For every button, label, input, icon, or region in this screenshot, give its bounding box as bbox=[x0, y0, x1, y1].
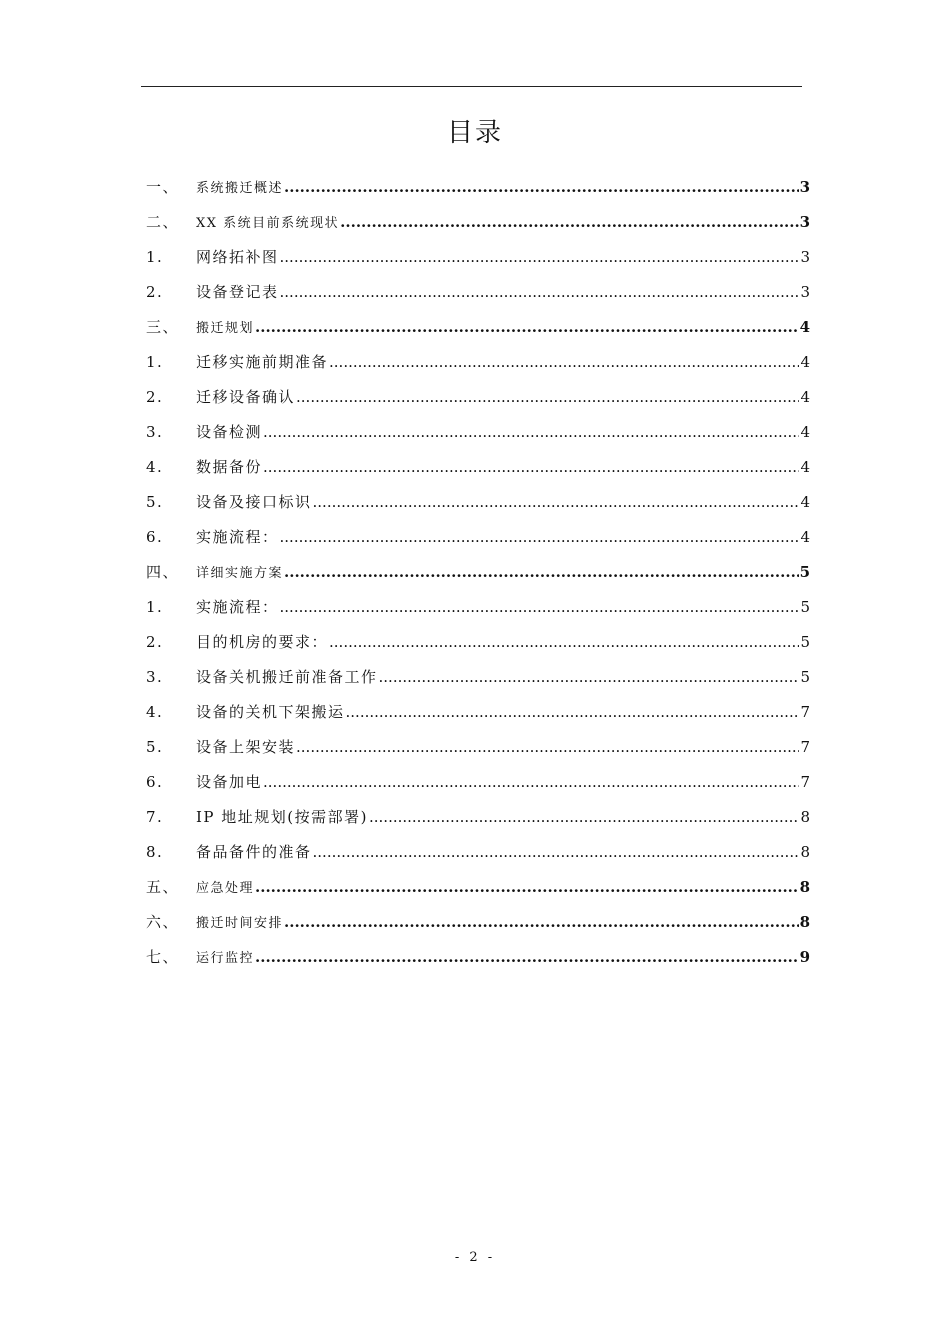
toc-entry[interactable] bbox=[146, 520, 810, 555]
toc-entry-number: 1. bbox=[146, 598, 164, 616]
toc-dot-leader bbox=[313, 485, 800, 520]
toc-dot-leader bbox=[369, 800, 799, 835]
toc-entry[interactable] bbox=[146, 275, 810, 310]
toc-dot-leader bbox=[284, 170, 799, 205]
toc-entry-number: 6. bbox=[146, 773, 164, 791]
toc-entry-text bbox=[196, 310, 810, 346]
toc-entry-number: 2. bbox=[146, 633, 164, 651]
toc-entry[interactable] bbox=[146, 590, 810, 625]
toc-entry-text bbox=[196, 380, 810, 415]
toc-entry[interactable] bbox=[146, 870, 810, 905]
toc-entry-label: 设备上架安装 bbox=[196, 738, 296, 756]
toc-entry[interactable] bbox=[146, 380, 810, 415]
toc-entry-label: 设备及接口标识 bbox=[196, 493, 312, 511]
toc-entry-label: 运行监控 bbox=[196, 951, 255, 966]
toc-entry-page-number: 5 bbox=[800, 633, 810, 651]
page-number-footer: - 2 - bbox=[454, 1250, 496, 1265]
toc-entry-label: 搬迁规划 bbox=[196, 321, 255, 336]
table-of-contents bbox=[146, 170, 810, 975]
toc-entry[interactable] bbox=[146, 415, 810, 450]
toc-entry-page-number: 7 bbox=[800, 703, 810, 721]
toc-entry-text bbox=[196, 415, 810, 450]
toc-dot-leader bbox=[263, 450, 799, 485]
toc-entry-text bbox=[196, 485, 810, 520]
toc-entry-text bbox=[196, 835, 810, 870]
toc-entry-number: 2. bbox=[146, 283, 164, 301]
toc-entry-page-number: 4 bbox=[800, 493, 810, 511]
toc-entry-label: 迁移设备确认 bbox=[196, 388, 296, 406]
toc-entry-label: 实施流程： bbox=[196, 598, 279, 616]
toc-entry-number: 6. bbox=[146, 528, 164, 546]
toc-entry-number: 4. bbox=[146, 703, 164, 721]
toc-entry-text bbox=[196, 660, 810, 695]
toc-dot-leader bbox=[346, 695, 800, 730]
toc-dot-leader bbox=[280, 520, 800, 555]
toc-entry[interactable] bbox=[146, 765, 810, 800]
toc-entry-page-number: 4 bbox=[800, 528, 810, 546]
toc-entry-text bbox=[196, 625, 810, 660]
toc-entry-number: 5. bbox=[146, 738, 164, 756]
toc-entry-text bbox=[196, 205, 810, 241]
toc-entry-label: 设备加电 bbox=[196, 773, 263, 791]
toc-entry-label: 设备关机搬迁前准备工作 bbox=[196, 668, 378, 686]
toc-dot-leader bbox=[379, 660, 800, 695]
toc-entry-text bbox=[196, 870, 810, 906]
toc-entry-label: IP 地址规划(按需部署) bbox=[196, 808, 368, 826]
toc-entry-number: 2. bbox=[146, 388, 164, 406]
toc-entry-page-number: 4 bbox=[800, 388, 810, 406]
toc-entry-number: 一、 bbox=[146, 178, 180, 196]
toc-entry-label: 搬迁时间安排 bbox=[196, 916, 284, 931]
toc-entry-page-number: 8 bbox=[800, 808, 810, 826]
toc-entry-number: 二、 bbox=[146, 213, 180, 231]
toc-entry-text bbox=[196, 695, 810, 730]
toc-entry-number: 七、 bbox=[146, 948, 180, 966]
toc-entry-number: 3. bbox=[146, 668, 164, 686]
toc-entry-page-number: 8 bbox=[799, 878, 810, 896]
toc-entry-label: 网络拓补图 bbox=[196, 248, 279, 266]
toc-entry-text bbox=[196, 345, 810, 380]
toc-entry-label: 数据备份 bbox=[196, 458, 263, 476]
toc-entry[interactable] bbox=[146, 660, 810, 695]
toc-entry-page-number: 3 bbox=[799, 178, 810, 196]
toc-entry-page-number: 7 bbox=[800, 773, 810, 791]
toc-entry-number: 7. bbox=[146, 808, 164, 826]
toc-entry-label: 设备登记表 bbox=[196, 283, 279, 301]
toc-dot-leader bbox=[255, 310, 799, 345]
toc-entry-number: 3. bbox=[146, 423, 164, 441]
toc-entry-number: 8. bbox=[146, 843, 164, 861]
toc-dot-leader bbox=[263, 415, 799, 450]
toc-entry-page-number: 3 bbox=[799, 213, 810, 231]
toc-dot-leader bbox=[284, 555, 799, 590]
toc-dot-leader bbox=[296, 730, 799, 765]
toc-entry-page-number: 8 bbox=[799, 913, 810, 931]
page-title: 目录 bbox=[446, 118, 503, 148]
toc-entry-text bbox=[196, 170, 810, 206]
toc-dot-leader bbox=[280, 275, 800, 310]
toc-dot-leader bbox=[280, 240, 800, 275]
toc-entry-text bbox=[196, 520, 810, 555]
toc-entry-label: 设备的关机下架搬运 bbox=[196, 703, 345, 721]
toc-entry-text bbox=[196, 730, 810, 765]
toc-entry[interactable] bbox=[146, 940, 810, 975]
toc-entry-label: 实施流程： bbox=[196, 528, 279, 546]
toc-entry-label: 迁移实施前期准备 bbox=[196, 353, 329, 371]
toc-entry[interactable] bbox=[146, 170, 810, 205]
toc-entry-number: 1. bbox=[146, 353, 164, 371]
toc-entry[interactable] bbox=[146, 485, 810, 520]
toc-dot-leader bbox=[255, 870, 799, 905]
toc-dot-leader bbox=[329, 625, 799, 660]
toc-entry-number: 六、 bbox=[146, 913, 180, 931]
toc-entry-text bbox=[196, 555, 810, 591]
toc-entry-label: 详细实施方案 bbox=[196, 566, 284, 581]
toc-entry-number: 三、 bbox=[146, 318, 180, 336]
toc-entry-page-number: 8 bbox=[800, 843, 810, 861]
toc-entry-page-number: 4 bbox=[800, 423, 810, 441]
toc-entry-page-number: 7 bbox=[800, 738, 810, 756]
toc-entry-page-number: 5 bbox=[800, 668, 810, 686]
toc-entry-label: XX 系统目前系统现状 bbox=[196, 216, 340, 231]
toc-entry-page-number: 4 bbox=[799, 318, 810, 336]
toc-entry[interactable] bbox=[146, 800, 810, 835]
toc-entry[interactable] bbox=[146, 450, 810, 485]
toc-entry[interactable] bbox=[146, 625, 810, 660]
toc-dot-leader bbox=[280, 590, 800, 625]
toc-entry-number: 四、 bbox=[146, 563, 180, 581]
toc-entry-text bbox=[196, 905, 810, 941]
toc-entry-text bbox=[196, 765, 810, 800]
toc-entry-label: 应急处理 bbox=[196, 881, 255, 896]
toc-entry-number: 1. bbox=[146, 248, 164, 266]
toc-dot-leader bbox=[296, 380, 799, 415]
toc-entry-text bbox=[196, 240, 810, 275]
toc-entry-label: 设备检测 bbox=[196, 423, 263, 441]
toc-entry-text bbox=[196, 940, 810, 976]
toc-entry-text bbox=[196, 275, 810, 310]
toc-entry-number: 五、 bbox=[146, 878, 180, 896]
toc-entry[interactable] bbox=[146, 345, 810, 380]
toc-entry-page-number: 9 bbox=[799, 948, 810, 966]
toc-entry-label: 系统搬迁概述 bbox=[196, 181, 284, 196]
toc-entry[interactable] bbox=[146, 835, 810, 870]
toc-entry-page-number: 3 bbox=[800, 248, 810, 266]
toc-entry-page-number: 4 bbox=[800, 458, 810, 476]
toc-entry-text bbox=[196, 590, 810, 625]
toc-entry-text bbox=[196, 800, 810, 835]
header-rule bbox=[141, 86, 802, 87]
toc-entry[interactable] bbox=[146, 695, 810, 730]
toc-dot-leader bbox=[329, 345, 799, 380]
toc-dot-leader bbox=[313, 835, 800, 870]
toc-entry-label: 备品备件的准备 bbox=[196, 843, 312, 861]
toc-entry-page-number: 3 bbox=[800, 283, 810, 301]
toc-entry-number: 4. bbox=[146, 458, 164, 476]
toc-dot-leader bbox=[263, 765, 799, 800]
toc-entry[interactable] bbox=[146, 555, 810, 590]
toc-entry-text bbox=[196, 450, 810, 485]
toc-entry-number: 5. bbox=[146, 493, 164, 511]
toc-entry[interactable] bbox=[146, 905, 810, 940]
toc-dot-leader bbox=[284, 905, 799, 940]
toc-dot-leader bbox=[255, 940, 799, 975]
toc-dot-leader bbox=[340, 205, 798, 240]
toc-entry[interactable] bbox=[146, 310, 810, 345]
toc-entry-label: 目的机房的要求： bbox=[196, 633, 329, 651]
toc-entry[interactable] bbox=[146, 240, 810, 275]
toc-entry[interactable] bbox=[146, 205, 810, 240]
toc-entry-page-number: 4 bbox=[800, 353, 810, 371]
toc-entry-page-number: 5 bbox=[799, 563, 810, 581]
toc-entry[interactable] bbox=[146, 730, 810, 765]
toc-entry-page-number: 5 bbox=[800, 598, 810, 616]
